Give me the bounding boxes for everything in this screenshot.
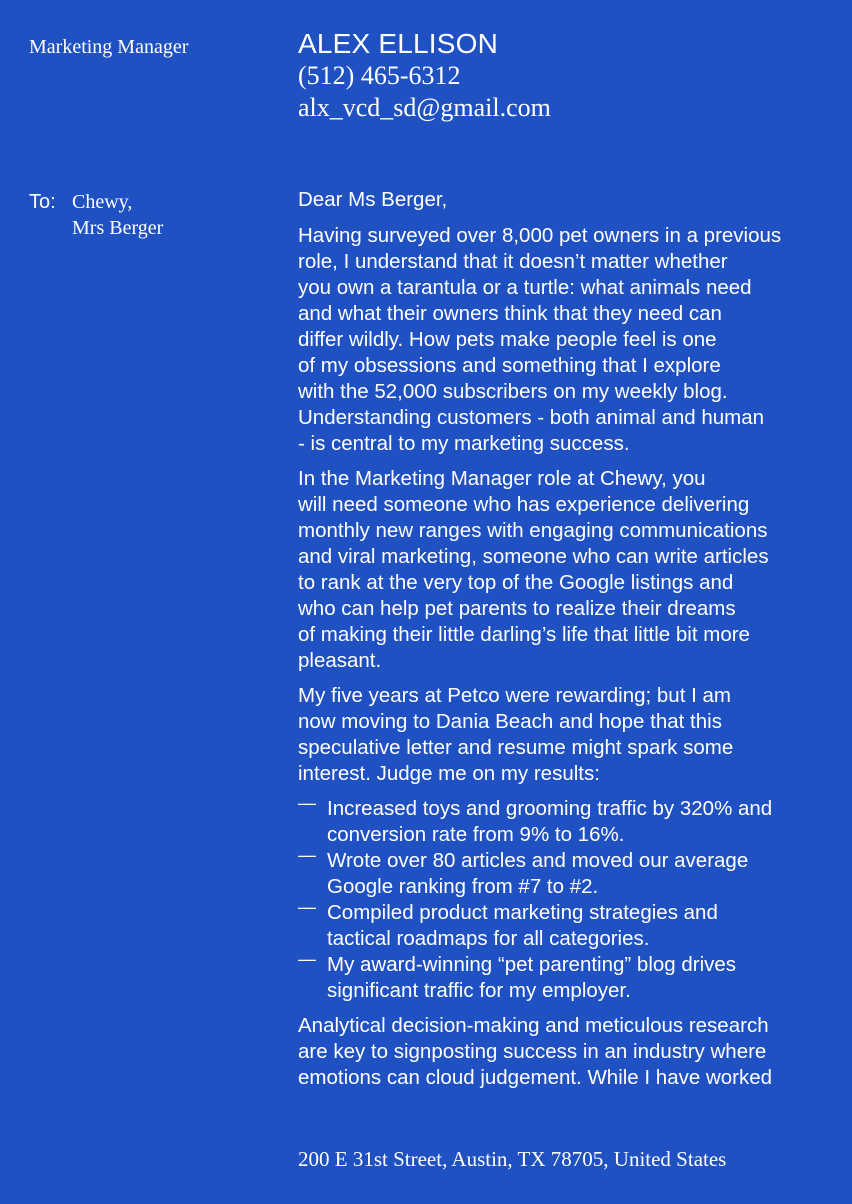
email-address: alx_vcd_sd@gmail.com [298, 93, 551, 122]
bullet-dash: — [298, 897, 316, 917]
bullet-dash: — [298, 793, 316, 813]
letter-body [298, 187, 828, 1100]
paragraph-line: are key to signposting success in an industry where [298, 1040, 767, 1063]
paragraph-line: with the 52,000 subscribers on my weekly blog. [298, 380, 728, 403]
paragraph-line: differ wildly. How pets make people feel is one [298, 328, 717, 351]
list-item-line: Increased toys and grooming traffic by 320% and [327, 797, 773, 820]
paragraph-line: role, I understand that it doesn’t matter whether [298, 250, 728, 273]
list-item [298, 949, 828, 1004]
greeting: Dear Ms Berger, [298, 188, 448, 211]
recipient-name: Mrs Berger [72, 217, 164, 239]
bullet-dash: — [298, 845, 316, 865]
list-item [298, 845, 828, 900]
paragraph-line: interest. Judge me on my results: [298, 762, 600, 785]
paragraph-line: and what their owners think that they need can [298, 302, 722, 325]
paragraph-line: of making their little darling’s life that little bit more [298, 623, 750, 646]
paragraph-3 [298, 683, 828, 787]
phone-number: (512) 465-6312 [298, 61, 461, 90]
header [298, 28, 828, 124]
list-item-line: significant traffic for my employer. [327, 979, 631, 1002]
recipient-company: Chewy, [72, 191, 133, 213]
paragraph-line: who can help pet parents to realize their dreams [298, 597, 736, 620]
list-item-line: Wrote over 80 articles and moved our average [327, 849, 749, 872]
list-item-line: Compiled product marketing strategies and [327, 901, 718, 924]
paragraph-line: now moving to Dania Beach and hope that this [298, 710, 722, 733]
paragraph-line: - is central to my marketing success. [298, 432, 630, 455]
bullet-dash: — [298, 949, 316, 969]
list-item-line: conversion rate from 9% to 16%. [327, 823, 625, 846]
list-item [298, 897, 828, 952]
paragraph-line: to rank at the very top of the Google listings and [298, 571, 734, 594]
paragraph-2 [298, 466, 828, 674]
paragraph-4 [298, 1013, 828, 1091]
job-title: Marketing Manager [29, 36, 189, 58]
to-label: To: [29, 191, 56, 213]
paragraph-line: pleasant. [298, 649, 382, 672]
paragraph-line: Having surveyed over 8,000 pet owners in a previous [298, 224, 782, 247]
paragraph-line: will need someone who has experience delivering [298, 493, 750, 516]
applicant-name: ALEX ELLISON [298, 28, 499, 59]
paragraph-line: of my obsessions and something that I explore [298, 354, 721, 377]
list-item-line: Google ranking from #7 to #2. [327, 875, 599, 898]
paragraph-line: Analytical decision-making and meticulous research [298, 1014, 769, 1037]
list-item-line: tactical roadmaps for all categories. [327, 927, 650, 950]
paragraph-line: monthly new ranges with engaging communications [298, 519, 768, 542]
results-list [298, 793, 828, 1004]
paragraph-line: My five years at Petco were rewarding; but I am [298, 684, 731, 707]
paragraph-1 [298, 223, 828, 457]
list-item-line: My award-winning “pet parenting” blog drives [327, 953, 737, 976]
list-item [298, 793, 828, 848]
paragraph-line: speculative letter and resume might spark some [298, 736, 734, 759]
paragraph-line: emotions can cloud judgement. While I have worked [298, 1066, 773, 1089]
paragraph-line: In the Marketing Manager role at Chewy, you [298, 467, 706, 490]
paragraph-line: and viral marketing, someone who can write articles [298, 545, 769, 568]
footer-address: 200 E 31st Street, Austin, TX 78705, United States [298, 1147, 727, 1171]
recipient [72, 189, 163, 241]
paragraph-line: Understanding customers - both animal and human [298, 406, 765, 429]
paragraph-line: you own a tarantula or a turtle: what animals need [298, 276, 752, 299]
